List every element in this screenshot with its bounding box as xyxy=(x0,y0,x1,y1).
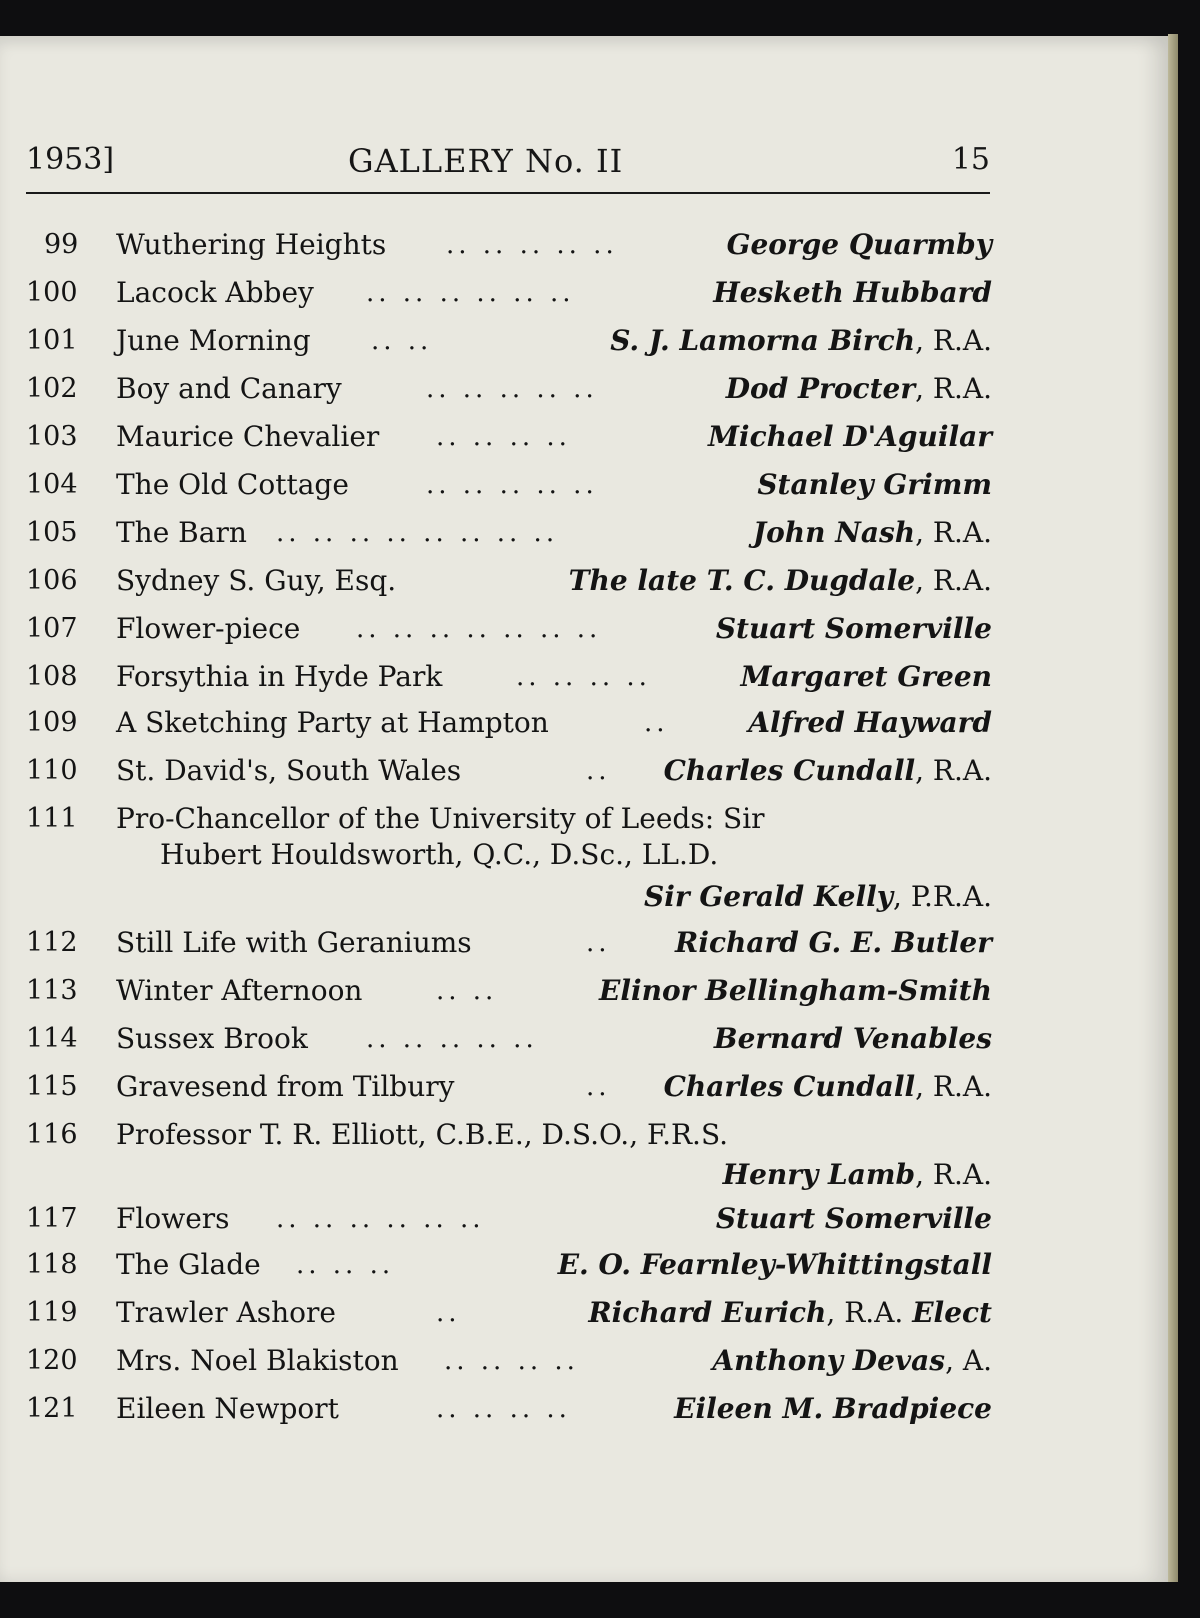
page-edge xyxy=(1168,34,1178,1582)
artist-suffix: , R.A. xyxy=(915,516,992,549)
catalogue-entry xyxy=(26,1016,992,1062)
entry-title: Trawler Ashore xyxy=(116,1296,336,1329)
entry-number: 112 xyxy=(26,927,78,958)
entry-number: 118 xyxy=(26,1249,78,1280)
leader-dots: .. .. xyxy=(436,976,498,1006)
entry-number: 107 xyxy=(26,613,78,644)
entry-number: 102 xyxy=(26,373,78,404)
leader-dots: .. .. .. .. .. .. xyxy=(366,278,575,308)
artist-name: Anthony Devas xyxy=(712,1344,946,1377)
leader-dots: .. .. .. .. .. xyxy=(446,230,618,260)
entry-title: Mrs. Noel Blakiston xyxy=(116,1344,399,1377)
artist-suffix: , R.A. xyxy=(915,1070,992,1103)
catalogue-entry xyxy=(26,796,992,936)
entry-artist xyxy=(723,1152,992,1198)
entry-number: 108 xyxy=(26,661,78,692)
entry-artist xyxy=(664,1064,992,1110)
entry-number: 110 xyxy=(26,755,78,786)
catalogue-entry xyxy=(26,270,992,316)
artist-name: Richard Eurich xyxy=(588,1296,827,1329)
artist-suffix: , R.A. xyxy=(826,1296,913,1329)
catalogue-entry xyxy=(26,1338,992,1384)
artist-suffix: , R.A. xyxy=(915,324,992,357)
entry-title: Wuthering Heights xyxy=(116,228,387,261)
entry-title: St. David's, South Wales xyxy=(116,754,462,787)
leader-dots: .. .. .. .. xyxy=(436,422,571,452)
artist-name: George Quarmby xyxy=(726,228,992,261)
artist-name: Stuart Somerville xyxy=(715,1202,992,1235)
entry-number: 105 xyxy=(26,517,78,548)
entry-number: 99 xyxy=(44,229,79,260)
artist-name: Michael D'Aguilar xyxy=(707,420,992,453)
header-page-number: 15 xyxy=(951,142,990,177)
entry-artist xyxy=(712,1338,992,1384)
entry-artist xyxy=(588,1290,992,1336)
entry-artist xyxy=(664,748,992,794)
entry-title: The Barn xyxy=(116,516,247,549)
entry-title: Gravesend from Tilbury xyxy=(116,1070,455,1103)
entry-title: Lacock Abbey xyxy=(116,276,314,309)
leader-dots: .. xyxy=(586,928,611,958)
entry-title: Winter Afternoon xyxy=(116,974,363,1007)
entry-title: The Old Cottage xyxy=(116,468,349,501)
entry-title: Maurice Chevalier xyxy=(116,420,380,453)
catalogue-entry xyxy=(26,748,992,794)
leader-dots: .. xyxy=(644,708,669,738)
catalogue-entry xyxy=(26,1112,992,1208)
entry-title: Professor T. R. Elliott, C.B.E., D.S.O., F.R.S. xyxy=(116,1118,729,1151)
entry-number: 121 xyxy=(26,1393,78,1424)
entry-artist xyxy=(599,968,992,1014)
leader-dots: .. xyxy=(586,756,611,786)
page-header xyxy=(26,142,990,194)
entry-artist xyxy=(757,462,992,508)
entry-artist xyxy=(708,414,992,460)
artist-name: Bernard Venables xyxy=(713,1022,992,1055)
catalogue-entry xyxy=(26,1064,992,1110)
entry-artist xyxy=(753,510,992,556)
entry-number: 113 xyxy=(26,975,78,1006)
artist-suffix: , R.A. xyxy=(915,564,992,597)
entry-artist xyxy=(726,366,992,412)
artist-name: E. O. Fearnley-Whittingstall xyxy=(557,1248,992,1281)
artist-suffix: , A. xyxy=(945,1344,992,1377)
leader-dots: .. .. .. .. .. xyxy=(426,374,598,404)
entry-number: 103 xyxy=(26,421,78,452)
artist-name: Dod Procter xyxy=(725,372,916,405)
catalogue-entry xyxy=(26,1290,992,1336)
artist-name: Alfred Hayward xyxy=(748,706,992,739)
catalogue-entry xyxy=(26,318,992,364)
leader-dots: .. xyxy=(586,1072,611,1102)
entry-title: Sydney S. Guy, Esq. xyxy=(116,564,397,597)
artist-name: S. J. Lamorna Birch xyxy=(610,324,916,357)
entry-title: The Glade xyxy=(116,1248,261,1281)
artist-name: Stuart Somerville xyxy=(715,612,992,645)
catalogue-entry xyxy=(26,222,992,268)
catalogue-entry xyxy=(26,654,992,700)
leader-dots: .. .. .. .. .. .. .. .. xyxy=(276,518,559,548)
artist-name: John Nash xyxy=(752,516,916,549)
entry-number: 101 xyxy=(26,325,78,356)
leader-dots: .. .. xyxy=(371,326,433,356)
catalogue-entry xyxy=(26,414,992,460)
entry-artist xyxy=(713,270,992,316)
entry-artist xyxy=(748,700,992,746)
entry-artist xyxy=(714,1016,992,1062)
artist-name: Hesketh Hubbard xyxy=(713,276,992,309)
catalogue-entry xyxy=(26,1386,992,1432)
entry-title: A Sketching Party at Hampton xyxy=(116,706,549,739)
leader-dots: .. xyxy=(436,1298,461,1328)
artist-name: Elinor Bellingham-Smith xyxy=(599,974,992,1007)
entry-title-continued: Hubert Houldsworth, Q.C., D.Sc., LL.D. xyxy=(160,838,719,871)
catalogue-entry xyxy=(26,606,992,652)
entry-artist xyxy=(740,654,992,700)
catalogue-entry xyxy=(26,510,992,556)
artist-name: Charles Cundall xyxy=(663,1070,916,1103)
entry-title: Pro-Chancellor of the University of Leeds: Sir xyxy=(116,802,765,835)
entry-title: Eileen Newport xyxy=(116,1392,339,1425)
catalogue-entry xyxy=(26,700,992,746)
entry-number: 117 xyxy=(26,1203,78,1234)
leader-dots: .. .. .. .. xyxy=(516,662,651,692)
leader-dots: .. .. .. .. .. .. .. xyxy=(356,614,602,644)
entry-number: 114 xyxy=(26,1023,78,1054)
artist-suffix: , R.A. xyxy=(915,1158,992,1191)
artist-name: Richard G. E. Butler xyxy=(675,926,992,959)
artist-name: Eileen M. Bradpiece xyxy=(674,1392,992,1425)
artist-name: Charles Cundall xyxy=(663,754,916,787)
entry-number: 120 xyxy=(26,1345,78,1376)
catalogue-entry xyxy=(26,462,992,508)
entry-artist xyxy=(644,874,992,920)
entry-title: Sussex Brook xyxy=(116,1022,308,1055)
entry-number: 104 xyxy=(26,469,78,500)
leader-dots: .. .. .. .. .. xyxy=(366,1024,538,1054)
entry-number: 115 xyxy=(26,1071,78,1102)
entry-artist xyxy=(674,1386,992,1432)
entry-title: Boy and Canary xyxy=(116,372,342,405)
leader-dots: .. .. .. .. xyxy=(444,1346,579,1376)
entry-title: Flower-piece xyxy=(116,612,301,645)
entry-title: Still Life with Geraniums xyxy=(116,926,472,959)
entry-number: 100 xyxy=(26,277,78,308)
catalogue-entry xyxy=(26,366,992,412)
catalogue-entry xyxy=(26,1242,992,1288)
leader-dots: .. .. .. xyxy=(296,1250,395,1280)
entry-number: 106 xyxy=(26,565,78,596)
artist-suffix: , R.A. xyxy=(915,372,992,405)
catalogue-entry xyxy=(26,920,992,966)
entry-artist xyxy=(716,1196,992,1242)
entry-title: Forsythia in Hyde Park xyxy=(116,660,443,693)
entry-title: June Morning xyxy=(116,324,311,357)
entry-number: 116 xyxy=(26,1119,78,1150)
artist-suffix: , R.A. xyxy=(915,754,992,787)
artist-name: Sir Gerald Kelly xyxy=(643,880,894,913)
header-year: 1953] xyxy=(26,142,115,177)
entry-number: 111 xyxy=(26,803,78,834)
artist-name: The late T. C. Dugdale xyxy=(568,564,916,597)
catalogue-entry xyxy=(26,968,992,1014)
artist-name: Margaret Green xyxy=(740,660,992,693)
header-title: GALLERY No. II xyxy=(348,142,624,180)
leader-dots: .. .. .. .. xyxy=(436,1394,571,1424)
catalogue-entry xyxy=(26,558,992,604)
entry-artist xyxy=(610,318,992,364)
artist-suffix: , P.R.A. xyxy=(893,880,992,913)
artist-suffix-elect: Elect xyxy=(912,1296,992,1329)
entry-number: 109 xyxy=(26,707,78,738)
entry-title: Flowers xyxy=(116,1202,230,1235)
entry-artist xyxy=(727,222,992,268)
leader-dots: .. .. .. .. .. .. xyxy=(276,1204,485,1234)
entry-artist xyxy=(675,920,992,966)
entry-artist xyxy=(716,606,992,652)
leader-dots: .. .. .. .. .. xyxy=(426,470,598,500)
artist-name: Henry Lamb xyxy=(722,1158,916,1191)
entry-number: 119 xyxy=(26,1297,78,1328)
catalogue-entry xyxy=(26,1196,992,1242)
entry-artist xyxy=(558,1242,992,1288)
artist-name: Stanley Grimm xyxy=(757,468,992,501)
entry-artist xyxy=(569,558,992,604)
